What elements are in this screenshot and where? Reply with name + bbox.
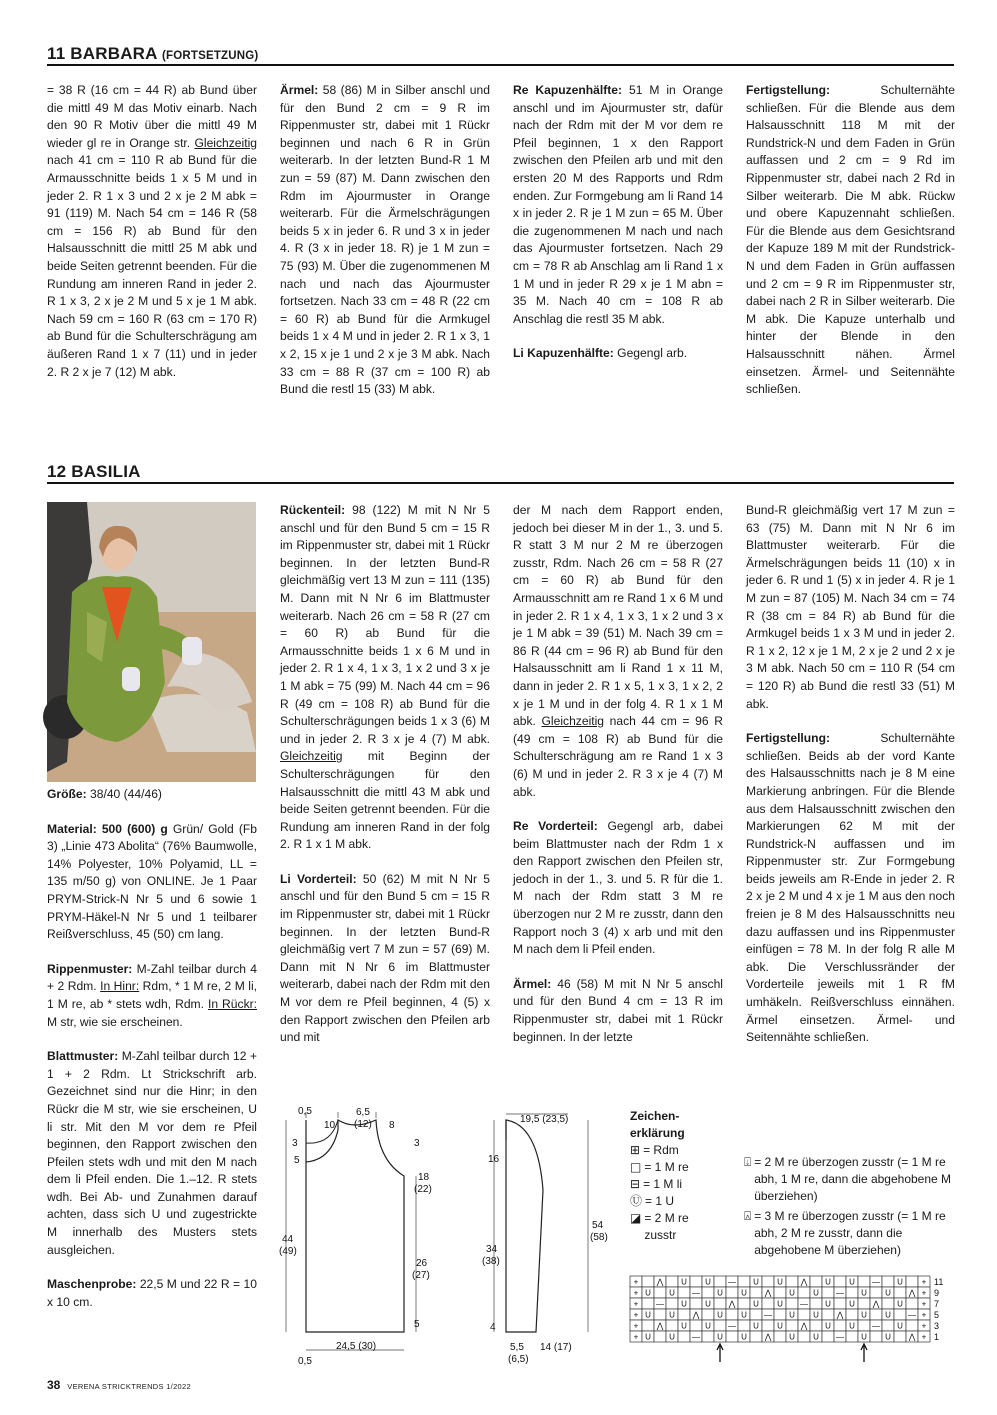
chart-symbol: U bbox=[669, 1310, 675, 1320]
text: M str, wie sie erscheinen. bbox=[47, 1014, 183, 1029]
footer bbox=[47, 1378, 191, 1392]
chart-symbol: ⋀ bbox=[800, 1321, 808, 1331]
sleeve-schematic bbox=[478, 1100, 613, 1372]
chart-cell bbox=[870, 1287, 882, 1298]
label: Li Vorderteil: bbox=[280, 871, 357, 886]
label: Rückenteil: bbox=[280, 503, 346, 517]
chart-symbol: + bbox=[921, 1299, 927, 1309]
chart-cell bbox=[894, 1331, 906, 1342]
chart-cell bbox=[810, 1298, 822, 1309]
sec11-col-3 bbox=[513, 82, 723, 380]
dim-label: 3 bbox=[414, 1138, 420, 1149]
chart-cell bbox=[834, 1276, 846, 1287]
chart-cell bbox=[834, 1298, 846, 1309]
chart-symbol: U bbox=[741, 1310, 747, 1320]
chart-cell bbox=[738, 1320, 750, 1331]
chart-cell bbox=[702, 1331, 714, 1342]
chart-symbol: U bbox=[885, 1310, 891, 1320]
chart-symbol: U bbox=[645, 1332, 651, 1342]
chart-cell bbox=[858, 1298, 870, 1309]
chart-cell bbox=[714, 1276, 726, 1287]
legend-item-right bbox=[744, 1154, 954, 1205]
dim-label: 5 bbox=[294, 1155, 300, 1166]
chart-symbol: U bbox=[645, 1310, 651, 1320]
k2tog-box-icon: ◪ bbox=[630, 1211, 642, 1225]
chart-cell bbox=[846, 1287, 858, 1298]
chart-symbol: U bbox=[897, 1277, 903, 1287]
label: Fertigstellung: bbox=[746, 83, 830, 97]
chart-cell bbox=[774, 1287, 786, 1298]
chart-cell bbox=[678, 1287, 690, 1298]
chart-cell bbox=[846, 1309, 858, 1320]
body-schematic bbox=[276, 1100, 432, 1372]
chart-symbol: U bbox=[705, 1277, 711, 1287]
chart-symbol: U bbox=[681, 1321, 687, 1331]
section-11-rule bbox=[47, 64, 954, 66]
chart-cell bbox=[642, 1298, 654, 1309]
chart-symbol: U bbox=[813, 1332, 819, 1342]
chart-symbol: U bbox=[849, 1277, 855, 1287]
sk2p-box-icon: ⍓ bbox=[744, 1209, 752, 1223]
chart-cell bbox=[654, 1309, 666, 1320]
text: M-Zahl teilbar durch 12 + 1 + 2 Rdm. Lt Strickschrift arb. Gezeichnet sind nur die Hinr; in den Rückr die M str, wie sie erscheinen, U li str. Mit den M vor dem re Pfeil beginnen, den Rapport zwischen den Pfeilen stets wdh und mit den M nach dem li Pfeil enden. Die 1.–12. R stets wdh. Bei Ab- und Zunahmen darauf achten, dass sich U und zugestrickte M innerhalb des Musters stets ausgleichen. bbox=[47, 1049, 257, 1257]
chart-cell bbox=[882, 1320, 894, 1331]
dim-label: (6,5) bbox=[508, 1354, 529, 1365]
chart-cell bbox=[726, 1309, 738, 1320]
chart-cell bbox=[858, 1276, 870, 1287]
chart-symbol: ⋀ bbox=[872, 1299, 880, 1309]
legend-label: = 2 M re überzogen zusstr (= 1 M re abh, 1 M re, dann die abgehobene M überziehen) bbox=[754, 1155, 952, 1203]
dim-label: (38) bbox=[482, 1256, 500, 1267]
text: Schulternähte schließen. Beids ab der vord Kante des Halsausschnitts nach je 8 M eine Markierung anbringen. Für die Blende aus dem Halsausschnitt zwischen den Markierungen 62 M mit der Rundstrick-N auffassen und im Rippenmuster str. Zur Formgebung beids jeweils am R-Ende in jeder 2. R 2 x je 2 M und 4 x je 1 M aus den noch freien je 8 M des Halsausschnitts neu dazu auffassen und ins Rippenmuster einfügen = 78 M. In der folg R alle M abk. Die Verschlussränder der Vorderteile jeweils mit 1 R fM umhäkeln. Reißverschluss einnähen. Ärmel einsetzen. Ärmel- und Seitennähte schließen. bbox=[746, 731, 955, 1045]
chart-symbol: — bbox=[764, 1310, 772, 1320]
magazine-name: VERENA STRICKTRENDS 1/2022 bbox=[67, 1382, 191, 1391]
text: Gegengl arb. bbox=[613, 346, 688, 361]
chart-symbol: — bbox=[728, 1321, 736, 1331]
dim-label: 14 (17) bbox=[540, 1342, 572, 1353]
text: 58 (86) M in Silber anschl und für den Bund 2 cm = 9 R im Rippenmuster str, dabei mit 1 Rückr beginnen und nach 6 R in Grün weiterarb. In der letzten Bund-R 1 M zun = 59 (87) M. Dann zwischen den Rdm im Ajourmuster in Orange weiterarb. Für die Ärmelschrägungen beids 5 x in jeder 6. R und 3 x in jeder 4. R (3 x in jeder 18. R) je 1 M zun = 75 (93) M. Über die zugenommenen M nach und nach das Ajourmuster fortsetzen. Nach 33 cm = 48 R (22 cm = 60 R) ab Bund für die Armkugel beids 1 x 4 M und in jeder 2. R 1 x 3, 1 x 2, 15 x je 1 und 2 x je 3 M abk. Nach 33 cm = 88 R (37 cm = 100 R) ab Bund die restl 15 (33) M abk. bbox=[280, 83, 490, 397]
chart-cell bbox=[738, 1298, 750, 1309]
chart-symbol: U bbox=[813, 1310, 819, 1320]
text: 38/40 (44/46) bbox=[86, 787, 162, 801]
chart-symbol: + bbox=[633, 1277, 639, 1287]
chart-cell bbox=[702, 1309, 714, 1320]
chart-cell bbox=[822, 1331, 834, 1342]
chart-cell bbox=[738, 1276, 750, 1287]
dim-label: (27) bbox=[412, 1270, 430, 1281]
dim-label: 26 bbox=[416, 1258, 428, 1269]
row-number: 9 bbox=[934, 1288, 940, 1298]
chart-cell bbox=[762, 1298, 774, 1309]
chart-cell bbox=[690, 1298, 702, 1309]
chart-cell bbox=[666, 1276, 678, 1287]
chart-symbol: U bbox=[669, 1288, 675, 1298]
chart-cell bbox=[882, 1276, 894, 1287]
chart-symbol: U bbox=[717, 1310, 723, 1320]
legend-item-right bbox=[744, 1208, 954, 1259]
chart-cell bbox=[654, 1287, 666, 1298]
minus-box-icon: ⊟ bbox=[630, 1177, 641, 1191]
chart-cell bbox=[906, 1298, 918, 1309]
chart-symbol: U bbox=[705, 1321, 711, 1331]
chart-cell bbox=[774, 1309, 786, 1320]
chart-symbol: ⋀ bbox=[800, 1277, 808, 1287]
chart-symbol: — bbox=[656, 1299, 664, 1309]
chart-cell bbox=[882, 1298, 894, 1309]
chart-cell bbox=[726, 1287, 738, 1298]
row-number: 5 bbox=[934, 1310, 940, 1320]
label: Ärmel: bbox=[513, 976, 552, 991]
chart-symbol: — bbox=[800, 1299, 808, 1309]
chart-cell bbox=[810, 1320, 822, 1331]
chart-cell bbox=[690, 1276, 702, 1287]
chart-symbol: ⋀ bbox=[764, 1332, 772, 1342]
dim-label: (22) bbox=[414, 1184, 432, 1195]
dim-label: 0,5 bbox=[298, 1356, 312, 1367]
chart-cell bbox=[762, 1320, 774, 1331]
chart-symbol: U bbox=[849, 1321, 855, 1331]
model-photo bbox=[47, 502, 256, 782]
chart-symbol: U bbox=[897, 1299, 903, 1309]
label: Material: 500 (600) g bbox=[47, 821, 168, 836]
chart-cell bbox=[822, 1309, 834, 1320]
chart-cell bbox=[894, 1309, 906, 1320]
chart-cell bbox=[762, 1276, 774, 1287]
text: Gegengl arb, dabei beim Blattmuster nach der Rdm 1 x den Rapport zwischen den Pfeilen str, jedoch in der 1., 3. und 5. R für die 1. M nach der Rdm statt 3 M re überzogen nur 2 M re zusstr, dann den Rapport noch 3 (4) x arb und mit den M nach dem li Pfeil enden. bbox=[513, 819, 724, 957]
chart-cell bbox=[726, 1331, 738, 1342]
chart-cell bbox=[906, 1320, 918, 1331]
label: Rippenmuster: bbox=[47, 961, 133, 976]
chart-symbol: + bbox=[633, 1288, 639, 1298]
text: = 38 R (16 cm = 44 R) ab Bund über die mittl 49 M das Motiv einarb. Nach den 90 R Motiv über die mittl 49 M wieder gl re in Orange str. bbox=[47, 83, 257, 150]
chart-symbol: ⋀ bbox=[908, 1288, 916, 1298]
dim-label: 10 bbox=[324, 1120, 336, 1131]
legend-label: = 3 M re überzogen zusstr (= 1 M re abh, 2 M re zusstr, dann die abgehobene M überziehen) bbox=[754, 1209, 946, 1257]
sec12-col-3 bbox=[513, 502, 723, 1063]
dim-label: 54 bbox=[592, 1220, 604, 1231]
sec12-col-2 bbox=[280, 502, 490, 1064]
text: Bund-R gleichmäßig vert 17 M zun = 63 (75) M. Dann mit N Nr 6 im Blattmuster weiterarb. Für die Ärmelschrägungen beids 11 (10) x in jeder 6. R und 1 (5) x in jeder 4. R je 1 M zun = 87 (105) M. Nach 34 cm = 74 R (38 cm = 84 R) ab Bund für die Armkugel beids 1 x 3 M und in jeder 2. R 1 x 2, 12 x je 1 M, 2 x je 2 und 2 x je 3 M abk. Nach 50 cm = 110 R (54 cm = 120 R) ab Bund die restl 33 (51) M abk. bbox=[746, 503, 955, 711]
label: Li Kapuzenhälfte: bbox=[513, 346, 614, 361]
chart-symbol: U bbox=[645, 1288, 651, 1298]
chart-cell bbox=[774, 1331, 786, 1342]
chart-symbol: U bbox=[717, 1288, 723, 1298]
legend-label: = 1 M re bbox=[644, 1160, 689, 1174]
chart-symbol: + bbox=[921, 1332, 927, 1342]
dim-label: 0,5 bbox=[298, 1106, 312, 1117]
dim-label: 3 bbox=[292, 1138, 298, 1149]
chart-cell bbox=[786, 1298, 798, 1309]
label: Maschenprobe: bbox=[47, 1277, 137, 1292]
chart-symbol: U bbox=[741, 1332, 747, 1342]
repeat-arrow bbox=[861, 1344, 867, 1362]
dim-label: 18 bbox=[418, 1172, 430, 1183]
chart-symbol: — bbox=[692, 1332, 700, 1342]
chart-cell bbox=[858, 1320, 870, 1331]
row-number: 1 bbox=[934, 1332, 940, 1342]
chart-symbol: ⋀ bbox=[728, 1299, 736, 1309]
chart-cell bbox=[846, 1331, 858, 1342]
dim-label: 44 bbox=[282, 1234, 294, 1245]
chart-cell bbox=[798, 1287, 810, 1298]
label: Größe: bbox=[47, 787, 87, 801]
chart-cell bbox=[750, 1331, 762, 1342]
row-number: 11 bbox=[934, 1277, 944, 1287]
section-11-heading: 11 BARBARA bbox=[47, 44, 158, 63]
chart-symbol: — bbox=[692, 1288, 700, 1298]
chart-symbol: + bbox=[633, 1332, 639, 1342]
chart-symbol: — bbox=[908, 1310, 916, 1320]
chart-cell bbox=[690, 1320, 702, 1331]
dim-label: (58) bbox=[590, 1232, 608, 1243]
chart-symbol: U bbox=[813, 1288, 819, 1298]
chart-cell bbox=[702, 1287, 714, 1298]
sec12-col-4 bbox=[746, 502, 955, 1064]
row-number: 3 bbox=[934, 1321, 940, 1331]
chart-symbol: U bbox=[897, 1321, 903, 1331]
text: nach 41 cm = 110 R ab Bund für die Armausschnitte beids 1 x 5 M und in jeder 2. R 1 x 3 und 2 x je 2 M abk = 91 (119) M. Nach 54 cm = 146 R (58 cm = 156 R) ab Bund für den Halsausschnitt die mittl 25 M abk und beide Seiten getrennt beenden. Für die Rundung am inneren Rand in jeder 2. R 1 x 3, 2 x je 2 M und 5 x je 1 M abk. Nach 59 cm = 160 R (63 cm = 170 R) ab Bund für die Schulterschrägung am äußeren Rand 1 x 7 (11) und in jeder 2. R 2 x je 7 (12) M abk. bbox=[47, 153, 257, 379]
chart-symbol: U bbox=[825, 1321, 831, 1331]
chart-symbol: ⋀ bbox=[764, 1288, 772, 1298]
sec12-col-1 bbox=[47, 786, 257, 1328]
chart-cell bbox=[786, 1320, 798, 1331]
label: Fertigstellung: bbox=[746, 731, 830, 746]
text: nach 44 cm = 96 R (49 cm = 108 R) ab Bund für die Schulterschrägung am re Rand 1 x 3 (6) M und in jeder 2. R 3 x je 4 (7) M abk. bbox=[513, 714, 723, 799]
chart-symbol: U bbox=[717, 1332, 723, 1342]
legend-label: = Rdm bbox=[643, 1143, 679, 1157]
chart-symbol: U bbox=[777, 1277, 783, 1287]
chart-cell bbox=[654, 1331, 666, 1342]
plus-box-icon: ⊞ bbox=[630, 1143, 641, 1157]
underlined-text: Gleichzeitig bbox=[280, 749, 343, 764]
chart-cell bbox=[666, 1320, 678, 1331]
chart-cell bbox=[822, 1287, 834, 1298]
chart-symbol: U bbox=[681, 1277, 687, 1287]
chart-symbol: U bbox=[777, 1299, 783, 1309]
dim-label: 8 bbox=[389, 1120, 395, 1131]
chart-symbol: U bbox=[849, 1299, 855, 1309]
chart-symbol: — bbox=[836, 1332, 844, 1342]
sec11-col-1 bbox=[47, 82, 257, 398]
chart-cell bbox=[894, 1287, 906, 1298]
text: 22,5 M und 22 R = 10 x 10 cm. bbox=[47, 1277, 257, 1309]
chart-symbol: ⋀ bbox=[836, 1310, 844, 1320]
label: Re Kapuzenhälfte: bbox=[513, 83, 623, 97]
chart-cell bbox=[642, 1276, 654, 1287]
chart-symbol: U bbox=[753, 1299, 759, 1309]
dim-label: 19,5 (23,5) bbox=[520, 1114, 569, 1125]
repeat-arrow bbox=[717, 1344, 723, 1362]
chart-symbol: U bbox=[825, 1299, 831, 1309]
legend-label: = 1 M li bbox=[643, 1177, 683, 1191]
chart-cell bbox=[870, 1309, 882, 1320]
chart-cell bbox=[750, 1287, 762, 1298]
legend-title: Zeichen- erklärung bbox=[630, 1109, 685, 1140]
chart-symbol: + bbox=[921, 1321, 927, 1331]
chart-symbol: ⋀ bbox=[656, 1277, 664, 1287]
chart-cell bbox=[834, 1320, 846, 1331]
text: Schulternähte schließen. Für die Blende aus dem Halsausschnitt 118 M mit der Rundstrick-N und dem Faden in Grün auffassen und 2 cm = 9 Rd im Rippenmuster str, dabei nach 2 Rd in Silber weiterarb. Die M abk. Rückw und obere Kapuzennaht schließen. Für die Blende aus dem Gesichtsrand der Kapuze 189 M mit der Rundstrick-N und dem Faden in Grün auffassen und 2 cm = 9 R im Rippenmuster str, dabei nach 2 R in Silber weiterarb. Die M abk. Die Kapuze unterhalb und hinter der Blende in den Halsausschnitt nähen. Ärmel einsetzen. Ärmel- und Seitennähte schließen. bbox=[746, 83, 955, 397]
text: Rdm, * 1 M re, 2 M li, 1 M re, ab * stets wdh, Rdm. bbox=[47, 979, 257, 1011]
chart-symbol: — bbox=[872, 1321, 880, 1331]
chart-symbol: U bbox=[753, 1321, 759, 1331]
chart-symbol: + bbox=[633, 1321, 639, 1331]
underlined-text: Gleichzeitig bbox=[194, 135, 257, 150]
chart-symbol: U bbox=[885, 1332, 891, 1342]
chart-symbol: U bbox=[861, 1332, 867, 1342]
section-11-title bbox=[47, 44, 258, 64]
chart-cell bbox=[750, 1309, 762, 1320]
row-number: 7 bbox=[934, 1299, 940, 1309]
chart-symbol: + bbox=[633, 1299, 639, 1309]
chart-cell bbox=[798, 1331, 810, 1342]
chart-cell bbox=[786, 1276, 798, 1287]
chart-symbol: U bbox=[789, 1332, 795, 1342]
sec11-col-2 bbox=[280, 82, 490, 416]
stitch-chart bbox=[628, 1274, 956, 1366]
chart-cell bbox=[798, 1309, 810, 1320]
sec11-col-4 bbox=[746, 82, 955, 416]
chart-symbol: + bbox=[633, 1310, 639, 1320]
section-12-rule bbox=[47, 482, 954, 484]
dim-label: 34 bbox=[486, 1244, 498, 1255]
dim-label: (12) bbox=[354, 1119, 372, 1130]
text: M-Zahl teilbar durch 4 + 2 Rdm. bbox=[47, 961, 257, 994]
u-box-icon: Ⓤ bbox=[630, 1194, 643, 1208]
page-number: 38 bbox=[47, 1378, 61, 1392]
chart-symbol: — bbox=[836, 1288, 844, 1298]
dim-label: 6,5 bbox=[356, 1107, 370, 1118]
chart-symbol: U bbox=[753, 1277, 759, 1287]
chart-cell bbox=[870, 1331, 882, 1342]
chart-symbol: U bbox=[789, 1288, 795, 1298]
chart-symbol: U bbox=[861, 1288, 867, 1298]
chart-cell bbox=[714, 1320, 726, 1331]
chart-symbol: + bbox=[921, 1310, 927, 1320]
section-12-title bbox=[47, 462, 141, 482]
text: 98 (122) M mit N Nr 5 anschl und für den Bund 5 cm = 15 R im Rippenmuster str, dabei mit 1 Rückr beginnen. In der letzten Bund-R gleichmäßig vert 13 M zun = 111 (135) M. Dann mit N Nr 6 im Blattmuster weiterarb. Nach 26 cm = 58 R (27 cm = 60 R) ab Bund für die Armausschnitte beids 1 x 6 M und in jeder 2. R 1 x 4, 1 x 3, 1 x 2 und 3 x je 1 M abk = 75 (99) M. Nach 44 cm = 96 R (49 cm = 108 R) ab Bund für die Schulterschrägungen beids 1 x 3 (6) M und in jeder 2. R 3 x je 4 (7) M abk. bbox=[280, 503, 490, 746]
chart-symbol: U bbox=[789, 1310, 795, 1320]
text: mit Beginn der Schulterschrägungen für den Halsausschnitt die mittl 43 M abk und beide Seiten getrennt beenden. Für die Rundung am inneren Rand in der folg 2. R 1 x 1 M abk. bbox=[280, 749, 490, 852]
chart-symbol: U bbox=[741, 1288, 747, 1298]
legend-label: = 2 M re zusstr bbox=[644, 1211, 689, 1242]
chart-symbol: — bbox=[728, 1277, 736, 1287]
photo-illustration bbox=[47, 502, 256, 782]
chart-cell bbox=[906, 1276, 918, 1287]
label: Blattmuster: bbox=[47, 1049, 119, 1064]
chart-cell bbox=[678, 1309, 690, 1320]
empty-box-icon: □ bbox=[630, 1160, 642, 1174]
text: 51 M in Orange anschl und im Ajourmuster str, dafür nach der Rdm mit der M vor dem re Pfeil beginnen, 1 x den Rapport zwischen den Pfeilen arb und mit den ersten 20 M des Rapports und Rdm enden. Zur Formgebung am li Rand 14 x in jeder 2. R je 1 M zun = 65 M. Über die zugenommenen M nach und nach das Ajourmuster fortsetzen. Nach 29 cm = 78 R ab Anschlag am li Rand 1 x 1 M und in jeder R 29 x je 1 M abn = 35 M. Nach 40 cm = 108 R ab Anschlag die restl 35 M abk. bbox=[513, 83, 724, 326]
chart-symbol: U bbox=[861, 1310, 867, 1320]
chart-cell bbox=[714, 1298, 726, 1309]
chart-symbol: U bbox=[777, 1321, 783, 1331]
dim-label: 5,5 bbox=[510, 1342, 524, 1353]
underlined-text: In Hinr: bbox=[100, 979, 140, 994]
dim-label: 16 bbox=[488, 1154, 500, 1165]
chart-symbol: — bbox=[872, 1277, 880, 1287]
chart-cell bbox=[642, 1320, 654, 1331]
dim-label: 4 bbox=[490, 1322, 496, 1333]
chart-cell bbox=[810, 1276, 822, 1287]
chart-cell bbox=[678, 1331, 690, 1342]
chart-symbol: ⋀ bbox=[656, 1321, 664, 1331]
chart-symbol: + bbox=[921, 1288, 927, 1298]
legend bbox=[630, 1108, 955, 1268]
section-11-subtitle: (FORTSETZUNG) bbox=[161, 50, 259, 62]
chart-symbol: + bbox=[921, 1277, 927, 1287]
dim-label: 24,5 (30) bbox=[336, 1341, 377, 1352]
chart-symbol: U bbox=[669, 1332, 675, 1342]
legend-label: = 1 U bbox=[645, 1194, 675, 1208]
label: Re Vorderteil: bbox=[513, 819, 598, 834]
chart-symbol: U bbox=[681, 1299, 687, 1309]
text: 46 (58) M mit N Nr 5 anschl und für den Bund 4 cm = 13 R im Rippenmuster str, dabei mit 1 Rückr beginnen. In der letzte bbox=[513, 976, 723, 1044]
chart-symbol: U bbox=[885, 1288, 891, 1298]
text: Grün/ Gold (Fb 3) „Linie 473 Abolita“ (76% Baumwolle, 14% Polyester, 10% Polyamid, LL = 135 m/50 g) von ONLINE. Je 1 Paar PRYM-Strick-N Nr 5 und 6 sowie 1 PRYM-Häkel-N Nr 5 und 1 teilbarer Reißverschluss, 45 (50) cm lang. bbox=[47, 821, 257, 942]
chart-symbol: ⋀ bbox=[908, 1332, 916, 1342]
ssk-box-icon: ⍗ bbox=[744, 1155, 752, 1169]
section-12-heading: 12 BASILIA bbox=[47, 462, 141, 481]
dim-label: 5 bbox=[414, 1319, 420, 1330]
chart-symbol: U bbox=[825, 1277, 831, 1287]
chart-symbol: ⋀ bbox=[692, 1310, 700, 1320]
underlined-text: Gleichzeitig bbox=[541, 714, 605, 729]
dim-label: (49) bbox=[279, 1246, 297, 1257]
underlined-text: In Rückr: bbox=[207, 996, 258, 1011]
text: der M nach dem Rapport enden, jedoch bei dieser M in der 1., 3. und 5. R statt 3 M nur 2 M re überzogen zusstr, Rdm. Nach 26 cm = 58 R (27 cm = 60 R) ab Bund für den Armausschnitt am re Rand 1 x 6 M und in jeder 2. R 1 x 4, 1 x 3, 1 x 2 und 3 x je 1 M abk = 39 (51) M. Nach 39 cm = 86 R (44 cm = 96 R) ab Bund für den Halsausschnitt am li Rand 1 x 11 M, dann in jeder 2. R 1 x 5, 1 x 3, 1 x 2, 2 x je 1 M und in der folg 4. R 1 x 1 M abk. bbox=[513, 503, 723, 729]
label: Ärmel: bbox=[280, 83, 319, 97]
chart-symbol: U bbox=[705, 1299, 711, 1309]
text: 50 (62) M mit N Nr 5 anschl und für den Bund 5 cm = 15 R im Rippenmuster str, dabei mit 1 Rückr beginnen. In der letzten Bund-R gleichmäßig vert 7 M zun = 57 (69) M. Dann mit N Nr 6 im Blattmuster weiterarb, dabei nach der Rdm mit den M vor dem re Pfeil beginnen, 4 (5) x den Rapport zwischen den Pfeilen arb und mit bbox=[280, 871, 490, 1045]
chart-cell bbox=[666, 1298, 678, 1309]
